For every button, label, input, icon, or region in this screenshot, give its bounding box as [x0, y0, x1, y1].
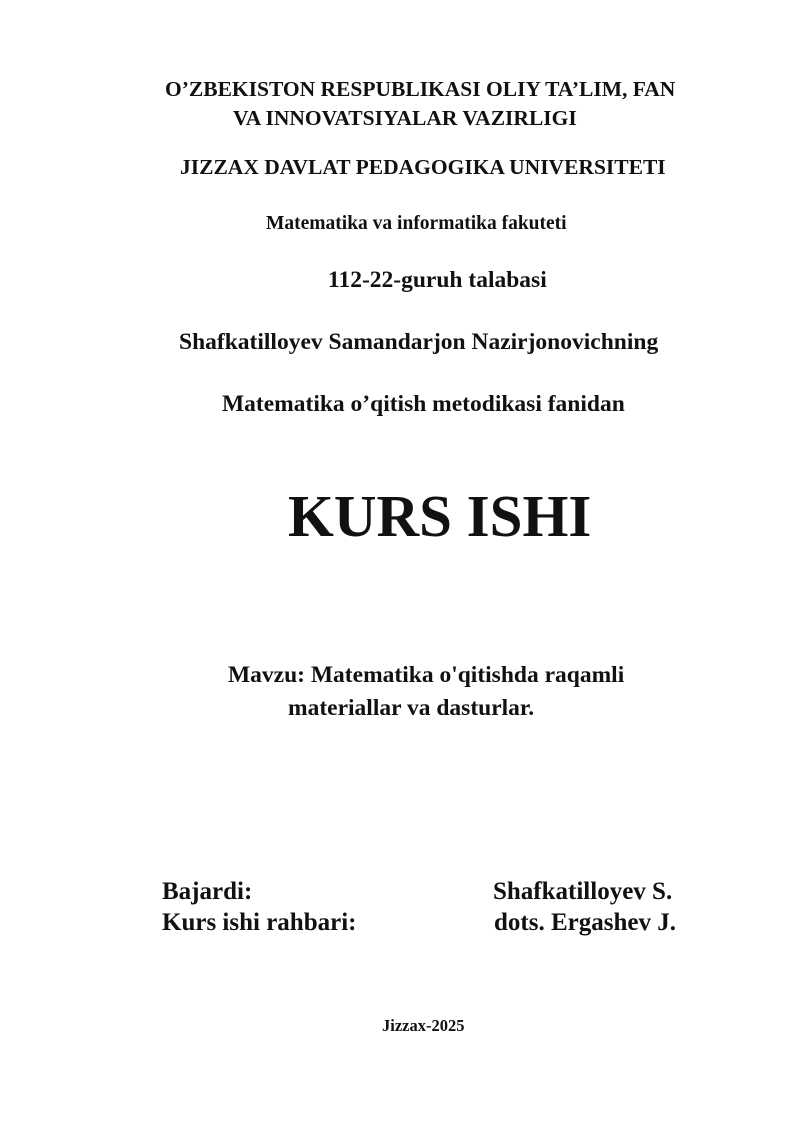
- signature-label-supervisor: Kurs ishi rahbari:: [162, 909, 357, 936]
- topic-line-2: materiallar va dasturlar.: [288, 695, 535, 721]
- faculty-name: Matematika va informatika fakuteti: [266, 213, 567, 234]
- student-group: 112-22-guruh talabasi: [328, 267, 547, 293]
- topic-line-1: Mavzu: Matematika o'qitishda raqamli: [228, 662, 625, 688]
- subject: Matematika o’qitish metodikasi fanidan: [222, 391, 625, 417]
- university-name: JIZZAX DAVLAT PEDAGOGIKA UNIVERSITETI: [180, 155, 666, 179]
- student-name: Shafkatilloyev Samandarjon Nazirjonovichning: [179, 329, 659, 355]
- document-title: KURS ISHI: [288, 483, 592, 549]
- ministry-line-1: O’ZBEKISTON RESPUBLIKASI OLIY TA’LIM, FAN: [165, 77, 676, 101]
- signature-label-author: Bajardi:: [162, 878, 253, 905]
- signature-value-author: Shafkatilloyev S.: [493, 878, 673, 905]
- signature-value-supervisor: dots. Ergashev J.: [494, 909, 676, 936]
- footer-place-year: Jizzax-2025: [382, 1016, 465, 1035]
- ministry-line-2: VA INNOVATSIYALAR VAZIRLIGI: [233, 106, 577, 130]
